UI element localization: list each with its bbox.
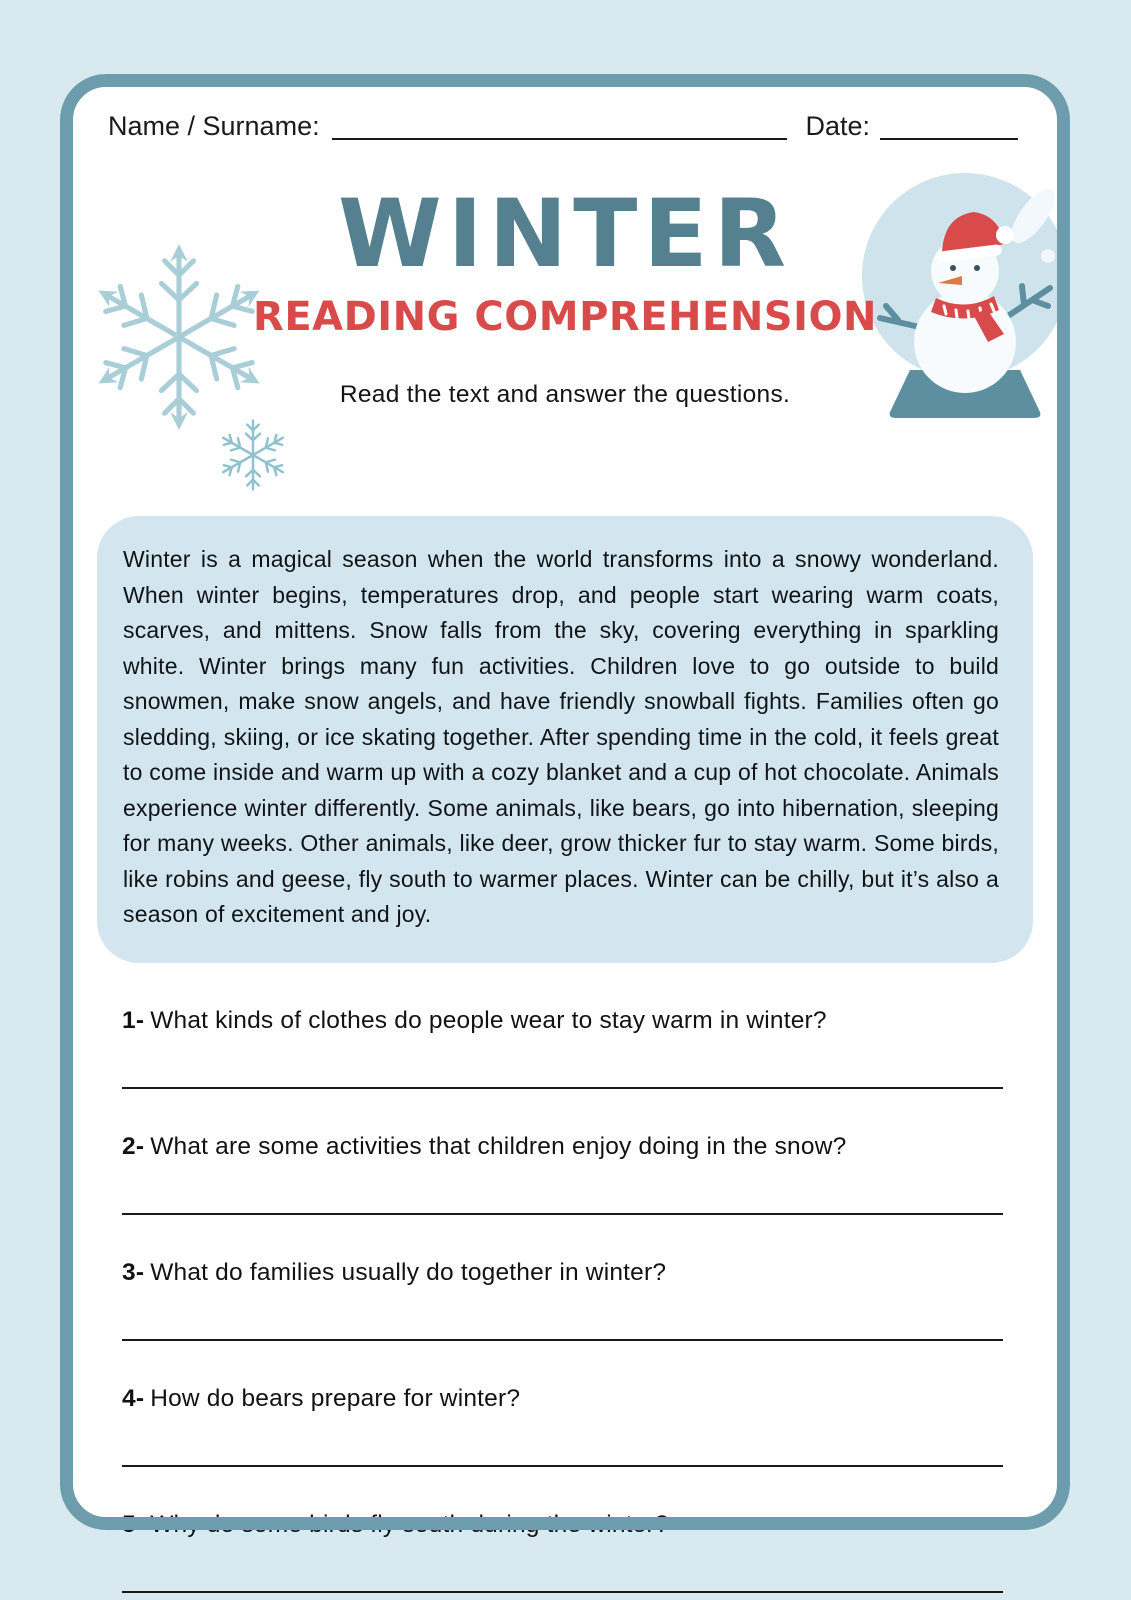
question-4-text: How do bears prepare for winter? <box>150 1384 521 1412</box>
question-1 <box>122 1007 1003 1089</box>
question-2-answer-line[interactable] <box>122 1179 1003 1215</box>
question-3 <box>122 1259 1003 1341</box>
date-input-line[interactable] <box>880 110 1018 140</box>
name-surname-label: Name / Surname: <box>108 111 320 141</box>
reading-passage-text: Winter is a magical season when the world transforms into a snowy wonderland. When winter begins, temperatures drop, and people start wearing warm coats, scarves, and mittens. Snow falls from the sky, covering everything in sparkling white. Winter brings many fun activities. Children love to go outside to build snowmen, make snow angels, and have friendly snowball fights. Families often go sledding, skiing, or ice skating together. After spending time in the cold, it feels great to come inside and warm up with a cozy blanket and a cup of hot chocolate. Animals experience winter differently. Some animals, like bears, go into hibernation, sleeping for many weeks. Other animals, like deer, grow thicker fur to stay warm. Some birds, like robins and geese, fly south to warmer places. Winter can be chilly, but it’s also a season of excitement and joy. <box>123 546 999 927</box>
question-3-text: What do families usually do together in winter? <box>150 1258 667 1286</box>
question-5-answer-line[interactable] <box>122 1557 1003 1593</box>
question-1-text: What kinds of clothes do people wear to stay warm in winter? <box>150 1006 827 1034</box>
question-5-text: Why do some birds fly south during the winter? <box>150 1510 669 1538</box>
date-label: Date: <box>805 111 870 141</box>
question-4-number: 4- <box>122 1384 145 1412</box>
question-2 <box>122 1133 1003 1215</box>
worksheet-subtitle: READING COMPREHENSION <box>253 293 877 340</box>
worksheet-page <box>60 74 1070 1538</box>
worksheet-title: WINTER <box>337 180 793 289</box>
question-2-number: 2- <box>122 1132 145 1160</box>
question-3-number: 3- <box>122 1258 145 1286</box>
question-5 <box>122 1511 1003 1593</box>
instruction-text: Read the text and answer the questions. <box>339 380 791 408</box>
snowflake-icon <box>212 414 294 496</box>
header <box>108 110 1022 142</box>
reading-passage-box <box>97 516 1033 963</box>
question-1-number: 1- <box>122 1006 145 1034</box>
question-3-answer-line[interactable] <box>122 1305 1003 1341</box>
name-input-line[interactable] <box>332 110 788 140</box>
question-1-answer-line[interactable] <box>122 1053 1003 1089</box>
question-2-text: What are some activities that children enjoy doing in the snow? <box>150 1132 847 1160</box>
question-4 <box>122 1385 1003 1467</box>
title-section <box>60 142 1070 474</box>
question-5-number: 5- <box>122 1510 145 1538</box>
questions-section <box>122 1007 1003 1593</box>
question-4-answer-line[interactable] <box>122 1431 1003 1467</box>
